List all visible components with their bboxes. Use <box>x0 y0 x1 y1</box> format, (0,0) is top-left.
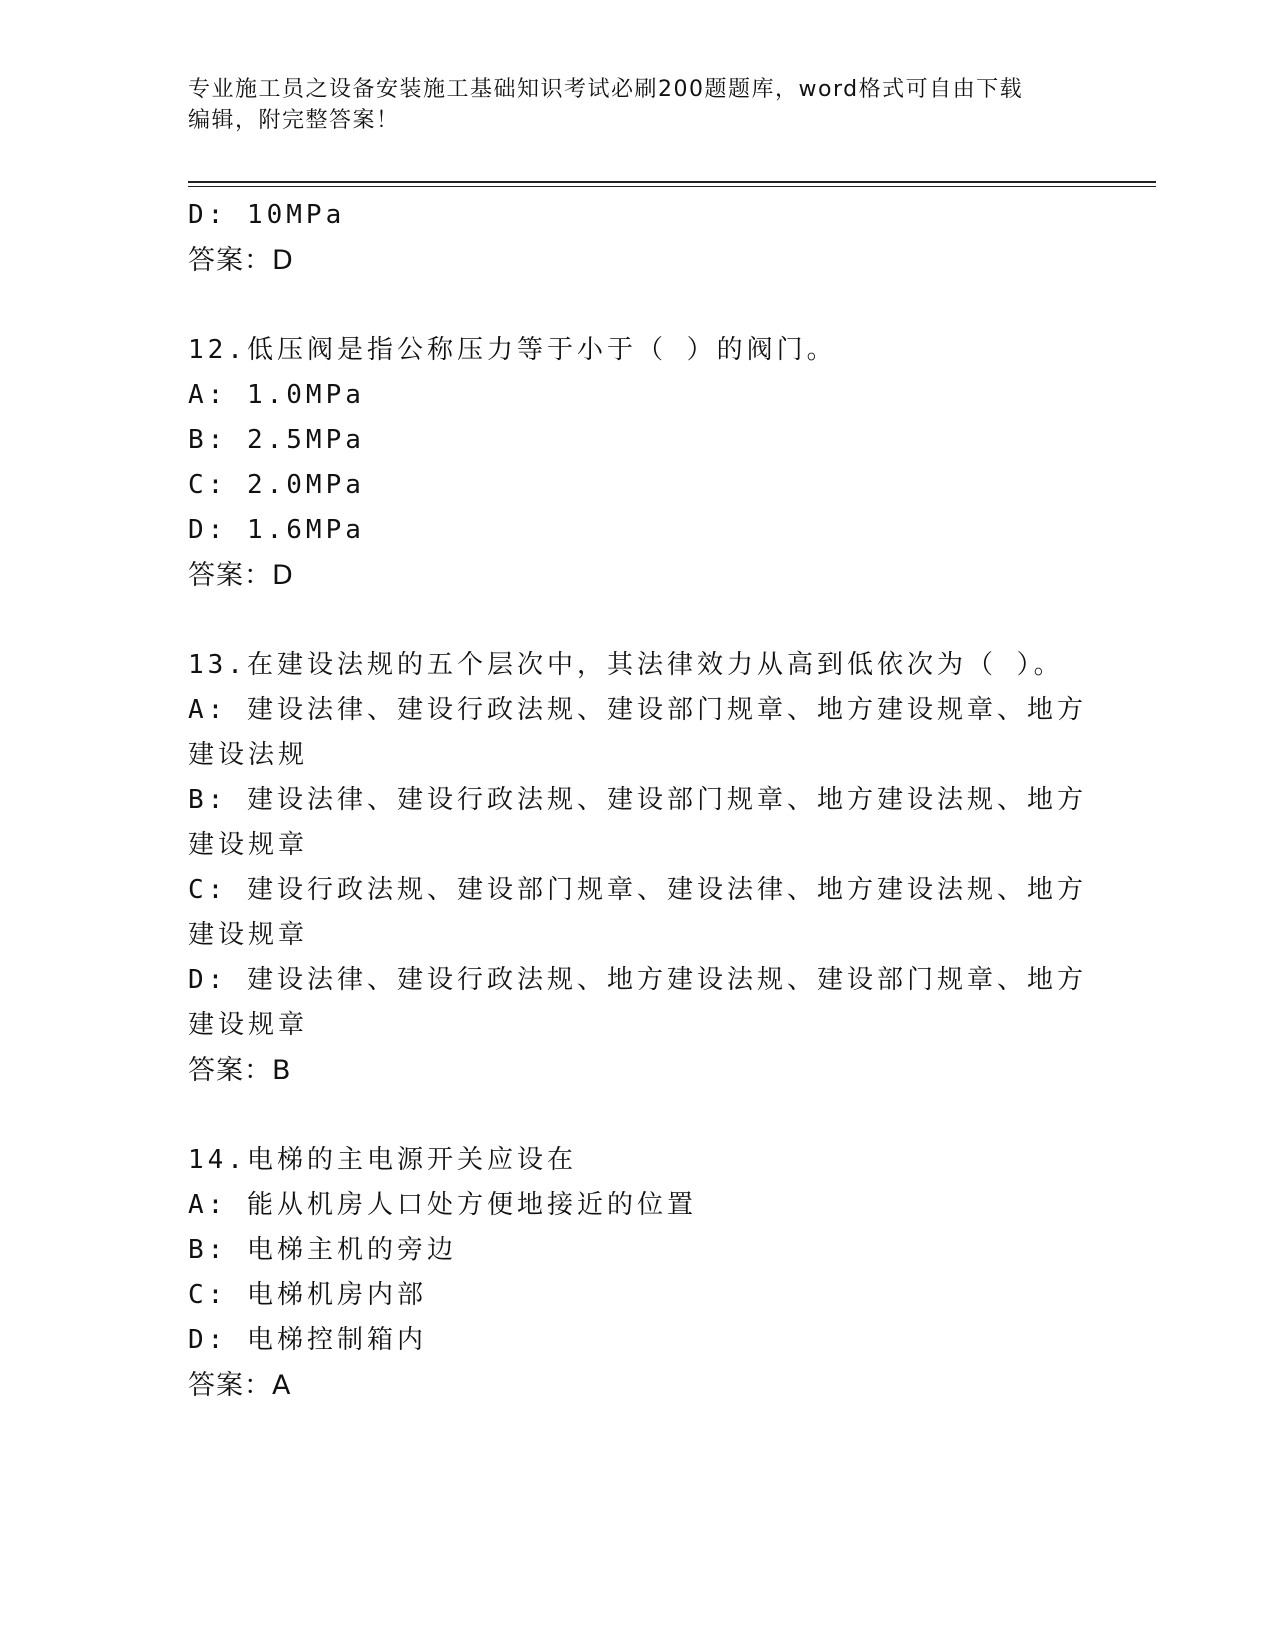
question-stem: 13.在建设法规的五个层次中，其法律效力从高到低依次为（ ）。 <box>188 650 1064 680</box>
option-d: D: 10MPa <box>188 200 346 230</box>
spacer <box>188 283 1088 328</box>
option-b: B: 2.5MPa <box>188 425 365 455</box>
document-body <box>188 193 1088 1408</box>
option-c: C: 2.0MPa <box>188 470 365 500</box>
answer-line: 答案：A <box>188 1370 292 1401</box>
option-a: A: 建设法律、建设行政法规、建设部门规章、地方建设规章、地方建设法规 <box>188 695 1087 770</box>
option-d: D: 1.6MPa <box>188 515 365 545</box>
answer-line: 答案：B <box>188 1055 292 1086</box>
answer-line: 答案：D <box>188 245 294 276</box>
option-b: B: 电梯主机的旁边 <box>188 1235 457 1265</box>
spacer <box>188 1093 1088 1138</box>
header-title-line-2: 编辑，附完整答案！ <box>188 108 400 133</box>
option-c: C: 电梯机房内部 <box>188 1280 427 1310</box>
question-stem: 14.电梯的主电源开关应设在 <box>188 1145 577 1175</box>
header-divider-thin <box>188 186 1156 187</box>
header-title-line-1: 专业施工员之设备安装施工基础知识考试必刷200题题库，word格式可自由下载 <box>188 77 1024 102</box>
option-d: D: 电梯控制箱内 <box>188 1325 427 1355</box>
option-a: A: 1.0MPa <box>188 380 365 410</box>
answer-line: 答案：D <box>188 560 294 591</box>
option-d: D: 建设法律、建设行政法规、地方建设法规、建设部门规章、地方建设规章 <box>188 965 1087 1040</box>
spacer <box>188 598 1088 643</box>
option-a: A: 能从机房人口处方便地接近的位置 <box>188 1190 697 1220</box>
option-b: B: 建设法律、建设行政法规、建设部门规章、地方建设法规、地方建设规章 <box>188 785 1087 860</box>
option-c: C: 建设行政法规、建设部门规章、建设法律、地方建设法规、地方建设规章 <box>188 875 1087 950</box>
header-divider-thick <box>188 181 1156 183</box>
document-header <box>188 74 1088 136</box>
question-stem: 12.低压阀是指公称压力等于小于（ ）的阀门。 <box>188 335 837 365</box>
